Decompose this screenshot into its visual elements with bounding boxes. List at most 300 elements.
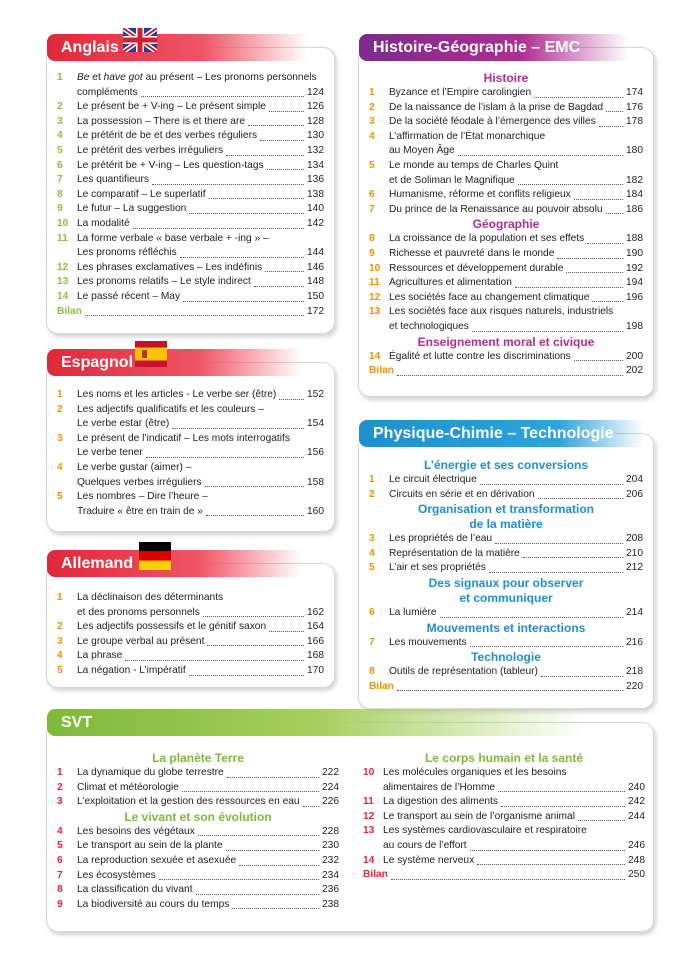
leader-dots xyxy=(391,879,625,880)
subsection-title: Organisation et transformation xyxy=(417,502,595,517)
chapter-number: 2 xyxy=(369,101,375,113)
page-number: 202 xyxy=(626,365,643,377)
toc-entry-line xyxy=(57,606,324,621)
leader-dots xyxy=(180,257,304,258)
page-number: 206 xyxy=(626,488,643,500)
toc-entry xyxy=(369,203,643,218)
toc-entry xyxy=(57,217,324,232)
toc-entry xyxy=(369,665,643,680)
toc-entry-line xyxy=(363,824,645,839)
leader-dots xyxy=(574,199,623,200)
section-allemand xyxy=(46,555,335,688)
leader-dots xyxy=(189,675,304,676)
chapter-title: Les pronoms relatifs – Le style indirect xyxy=(77,276,251,288)
leader-dots xyxy=(279,399,304,400)
toc-entry xyxy=(57,275,324,290)
bilan-entry xyxy=(363,868,645,883)
chapter-number: 7 xyxy=(369,203,375,215)
chapter-title: De la naissance de l’islam à la prise de Bagdad xyxy=(389,101,604,113)
page-number: 126 xyxy=(307,101,324,113)
toc-entry xyxy=(369,606,643,621)
chapter-title: Le présent de l’indicatif – Les mots interrogatifs xyxy=(77,432,290,444)
leader-dots xyxy=(518,184,623,185)
chapter-number: 8 xyxy=(369,666,375,678)
chapter-number: 7 xyxy=(57,174,63,186)
chapter-title-cont: Quelques verbes irréguliers xyxy=(77,476,202,488)
leader-dots xyxy=(227,777,319,778)
page-number: 214 xyxy=(626,606,643,618)
page-number: 184 xyxy=(626,189,643,201)
chapter-number: 11 xyxy=(369,277,380,289)
toc-entry-line xyxy=(57,432,324,447)
chapter-number: 10 xyxy=(369,262,381,274)
toc-entry-line xyxy=(57,505,324,520)
leader-dots xyxy=(566,272,623,273)
chapter-title-cont: compléments xyxy=(77,86,138,98)
page-number: 170 xyxy=(307,664,324,676)
chapter-number: 5 xyxy=(57,840,63,852)
toc-entry xyxy=(57,854,339,869)
chapter-title-part: au présent – Les pronoms personnels xyxy=(142,72,317,83)
section-svt xyxy=(46,714,654,932)
chapter-title-cont: Le verbe estar (être) xyxy=(77,418,170,430)
toc-entry xyxy=(369,473,643,488)
toc-entry xyxy=(57,115,324,130)
chapter-number: 5 xyxy=(57,664,63,676)
chapter-title: Le comparatif – Le superlatif xyxy=(77,188,206,200)
page-number: 172 xyxy=(307,305,324,317)
chapter-number: 12 xyxy=(57,261,69,273)
subsection-title: Le vivant et son évolution xyxy=(124,809,272,824)
toc-entry xyxy=(57,100,324,115)
chapter-title: Le monde au temps de Charles Quint xyxy=(389,159,559,171)
chapter-number: 2 xyxy=(57,101,63,113)
toc-entry-line xyxy=(57,71,324,86)
page-number: 132 xyxy=(307,144,324,156)
chapter-number: 4 xyxy=(57,825,63,837)
page-number: 140 xyxy=(307,203,324,215)
toc-entry xyxy=(57,883,339,898)
subsection-title: Enseignement moral et civique xyxy=(417,334,595,349)
page-number: 146 xyxy=(307,261,324,273)
chapter-number: 3 xyxy=(57,432,63,444)
leader-dots xyxy=(133,228,304,229)
page-number: 162 xyxy=(307,606,324,618)
leader-dots xyxy=(495,543,623,544)
chapter-title: Le transport au sein de l’organisme animal xyxy=(383,810,575,822)
page-number: 194 xyxy=(626,277,643,289)
chapter-title-cont: et des pronoms personnels xyxy=(77,606,200,618)
page-number: 182 xyxy=(626,174,643,186)
chapter-title: Les mouvements xyxy=(389,636,467,648)
toc-entry-line xyxy=(57,246,324,261)
leader-dots xyxy=(239,865,319,866)
chapter-title: La déclinaison des déterminants xyxy=(77,592,224,603)
section-title: SVT xyxy=(47,709,587,736)
leader-dots xyxy=(206,515,304,516)
chapter-title: Climat et météorologie xyxy=(77,781,179,793)
leader-dots xyxy=(578,820,625,821)
page-number: 158 xyxy=(307,476,324,488)
chapter-title: Outils de représentation (tableur) xyxy=(389,666,538,678)
chapter-title-cont: et de Soliman le Magnifique xyxy=(389,174,515,186)
bilan-entry xyxy=(57,305,324,320)
page-number: 232 xyxy=(322,854,339,866)
chapter-title: Le présent be + V-ing – Le présent simple xyxy=(77,101,266,113)
toc-entry xyxy=(57,795,339,810)
chapter-number: 2 xyxy=(57,781,63,793)
chapter-number: 1 xyxy=(57,592,63,603)
toc-entry xyxy=(369,532,643,547)
chapter-title: Les molécules organiques et les besoins xyxy=(383,767,567,778)
page-number: 230 xyxy=(322,840,339,852)
toc-entry xyxy=(57,290,324,305)
leader-dots xyxy=(534,97,623,98)
toc-entry xyxy=(57,388,324,403)
chapter-number: 13 xyxy=(363,825,375,837)
toc-entry xyxy=(57,202,324,217)
chapter-number: 8 xyxy=(57,884,63,896)
chapter-title-cont: Le verbe tener xyxy=(77,447,143,459)
chapter-title: La modalité xyxy=(77,217,130,229)
allemand-list xyxy=(57,591,324,679)
toc-entry xyxy=(369,262,643,277)
toc-entry xyxy=(369,350,643,365)
chapter-title: Le passé récent – May xyxy=(77,290,181,302)
page-number: 134 xyxy=(307,159,324,171)
toc-entry-line xyxy=(369,144,643,159)
section-physique xyxy=(358,425,654,709)
bilan-label: Bilan xyxy=(369,680,394,692)
toc-entry xyxy=(369,636,643,651)
page-number: 240 xyxy=(628,781,645,793)
page-number: 180 xyxy=(626,145,643,157)
toc-entry xyxy=(57,825,339,840)
chapter-title: La négation - L’impératif xyxy=(77,664,186,676)
section-anglais xyxy=(46,39,335,334)
chapter-number: 1 xyxy=(57,72,63,83)
page-number: 246 xyxy=(628,839,645,851)
page-number: 192 xyxy=(626,262,643,274)
bilan-label: Bilan xyxy=(363,869,388,881)
chapter-title: Le futur – La suggestion xyxy=(77,203,187,215)
toc-entry-line xyxy=(369,174,643,189)
page-number: 208 xyxy=(626,533,643,545)
leader-dots xyxy=(470,646,623,647)
chapter-number: 6 xyxy=(57,159,63,171)
chapter-number: 2 xyxy=(57,403,63,415)
toc-entry xyxy=(369,276,643,291)
chapter-title: Byzance et l’Empire carolingien xyxy=(389,87,532,98)
subsection-title: et communiquer xyxy=(459,590,553,605)
chapter-title-cont: et technologiques xyxy=(389,320,469,332)
chapter-number: 8 xyxy=(369,233,375,245)
toc-entry-line xyxy=(369,320,643,335)
chapter-title: Les sociétés face aux risques naturels, industriels xyxy=(389,306,614,318)
svt-left-column xyxy=(57,751,339,912)
leader-dots xyxy=(209,198,304,199)
leader-dots xyxy=(599,126,623,127)
leader-dots xyxy=(458,155,623,156)
leader-dots xyxy=(254,286,304,287)
page-number: 164 xyxy=(307,621,324,633)
page-number: 136 xyxy=(307,174,324,186)
physique-list xyxy=(369,458,643,694)
chapter-title: Les sociétés face au changement climatique xyxy=(389,291,590,303)
page-number: 220 xyxy=(626,680,643,692)
toc-entry xyxy=(369,86,643,101)
leader-dots xyxy=(501,806,625,807)
subsection-title: Géographie xyxy=(472,217,540,232)
toc-entry-line xyxy=(369,130,643,145)
toc-entry xyxy=(363,795,645,810)
chapter-number: 7 xyxy=(369,636,375,648)
chapter-title: Le verbe gustar (aimer) – xyxy=(77,461,192,473)
page-number: 224 xyxy=(322,781,339,793)
chapter-title: Les noms et les articles - Le verbe ser (être) xyxy=(77,389,277,400)
bilan-entry xyxy=(369,364,643,379)
chapter-title: Circuits en série et en dérivation xyxy=(389,488,535,500)
chapter-number: 6 xyxy=(57,854,63,866)
toc-entry xyxy=(369,115,643,130)
page-number: 234 xyxy=(322,869,339,881)
page-number: 168 xyxy=(307,650,324,662)
subsection-title: L’énergie et ses conversions xyxy=(423,458,589,472)
chapter-title: La forme verbale « base verbale + -ing » – xyxy=(77,232,269,244)
chapter-number: 9 xyxy=(369,247,375,259)
chapter-number: 10 xyxy=(363,767,375,778)
leader-dots xyxy=(592,301,623,302)
chapter-number: 11 xyxy=(57,232,68,244)
subsection-title: Histoire xyxy=(483,71,529,85)
toc-entry xyxy=(57,188,324,203)
page-number: 196 xyxy=(626,291,643,303)
toc-entry xyxy=(57,144,324,159)
chapter-title: La lumière xyxy=(389,606,437,618)
leader-dots xyxy=(489,572,623,573)
section-histoire xyxy=(358,39,654,397)
leader-dots xyxy=(587,243,623,244)
page-number: 166 xyxy=(307,635,324,647)
toc-entry xyxy=(369,247,643,262)
chapter-title: Égalité et lutte contre les discriminations xyxy=(389,350,571,362)
toc-entry-line xyxy=(57,446,324,461)
chapter-title: Le prétérit be + V-ing – Les question-tags xyxy=(77,159,264,171)
page-number: 124 xyxy=(307,86,324,98)
toc-entry xyxy=(57,173,324,188)
subsection-title: Mouvements et interactions xyxy=(426,620,586,635)
leader-dots xyxy=(523,557,623,558)
leader-dots xyxy=(574,360,623,361)
chapter-title: Les adjectifs possessifs et le génitif saxon xyxy=(77,621,267,633)
chapter-title: De la société féodale à l’émergence des villes xyxy=(389,116,596,128)
page-number: 226 xyxy=(322,796,339,808)
section-title: Anglais xyxy=(47,34,307,61)
page-number: 152 xyxy=(307,389,324,400)
leader-dots xyxy=(303,806,319,807)
leader-dots xyxy=(265,271,304,272)
chapter-number: 5 xyxy=(369,159,375,171)
leader-dots xyxy=(557,258,623,259)
chapter-title-cont: Traduire « être en train de » xyxy=(77,505,203,517)
chapter-title: L’exploitation et la gestion des ressources en eau xyxy=(77,796,300,808)
leader-dots xyxy=(146,457,304,458)
chapter-title: Le circuit électrique xyxy=(389,474,477,485)
toc-entry-line xyxy=(57,86,324,101)
leader-dots xyxy=(472,331,623,332)
chapter-number: 3 xyxy=(57,635,63,647)
chapter-title: Ressources et développement durable xyxy=(389,262,564,274)
chapter-title-part: Be xyxy=(77,72,90,83)
leader-dots xyxy=(125,660,304,661)
chapter-number: 3 xyxy=(369,116,375,128)
page-number: 190 xyxy=(626,247,643,259)
page-number: 212 xyxy=(626,562,643,574)
uk-flag-icon xyxy=(123,28,157,52)
chapter-title: La digestion des aliments xyxy=(383,796,498,808)
chapter-title-cont: au cours de l’effort xyxy=(383,839,467,851)
leader-dots xyxy=(198,835,319,836)
chapter-number: 5 xyxy=(57,491,63,503)
chapter-number: 4 xyxy=(57,650,63,662)
page-number: 150 xyxy=(307,290,324,302)
page-number: 128 xyxy=(307,115,324,127)
toc-entry-line xyxy=(57,461,324,476)
chapter-number: 8 xyxy=(57,188,63,200)
leader-dots xyxy=(183,301,304,302)
section-espagnol xyxy=(46,354,335,532)
leader-dots xyxy=(480,484,623,485)
chapter-title: Le prétérit de be et des verbes réguliers xyxy=(77,130,258,142)
chapter-title: La dynamique du globe terrestre xyxy=(77,767,224,778)
toc-entry xyxy=(57,664,324,679)
page-number: 148 xyxy=(307,276,324,288)
page-number: 228 xyxy=(322,825,339,837)
chapter-title: Les phrases exclamatives – Les indéfinis xyxy=(77,261,263,273)
leader-dots xyxy=(248,125,304,126)
toc-entry-line xyxy=(363,781,645,796)
toc-entry xyxy=(363,810,645,825)
leader-dots xyxy=(152,184,304,185)
page-number: 178 xyxy=(626,116,643,128)
page-number: 200 xyxy=(626,350,643,362)
leader-dots xyxy=(440,617,623,618)
chapter-title: Les besoins des végétaux xyxy=(77,825,195,837)
page-number: 238 xyxy=(322,898,339,910)
toc-entry xyxy=(57,766,339,781)
leader-dots xyxy=(232,908,319,909)
chapter-title: L’affirmation de l’État monarchique xyxy=(389,130,546,142)
leader-dots xyxy=(203,616,304,617)
bilan-label: Bilan xyxy=(369,365,394,377)
leader-dots xyxy=(541,676,623,677)
chapter-title: La reproduction sexuée et asexuée xyxy=(77,854,237,866)
chapter-title: La croissance de la population et ses effets xyxy=(389,233,585,245)
subsection-title: Des signaux pour observer xyxy=(428,575,584,590)
chapter-title: Le système nerveux xyxy=(383,854,475,866)
chapter-number: 13 xyxy=(57,276,69,288)
leader-dots xyxy=(269,631,304,632)
toc-entry xyxy=(363,854,645,869)
leader-dots xyxy=(498,791,625,792)
toc-entry-line xyxy=(57,490,324,505)
anglais-list xyxy=(57,71,324,319)
toc-entry-line xyxy=(369,305,643,320)
chapter-number: 2 xyxy=(57,621,63,633)
leader-dots xyxy=(606,111,623,112)
toc-entry xyxy=(57,129,324,144)
leader-dots xyxy=(477,864,625,865)
toc-entry-line xyxy=(57,232,324,247)
chapter-number: 5 xyxy=(57,144,63,156)
chapter-title: Les écosystèmes xyxy=(77,869,156,881)
leader-dots xyxy=(606,213,623,214)
subsection-title: La planète Terre xyxy=(152,751,244,765)
toc-entry xyxy=(57,635,324,650)
chapter-title: La possession – There is et there are xyxy=(77,115,246,127)
chapter-title: Richesse et pauvreté dans le monde xyxy=(389,247,555,259)
espagnol-list xyxy=(57,388,324,519)
subsection-title: Technologie xyxy=(471,650,541,665)
chapter-title: Les adjectifs qualificatifs et les couleurs – xyxy=(77,403,264,415)
toc-entry xyxy=(57,620,324,635)
bilan-entry xyxy=(369,680,643,695)
toc-entry xyxy=(369,232,643,247)
page-number: 138 xyxy=(307,188,324,200)
subsection-title: Le corps humain et la santé xyxy=(424,751,584,765)
leader-dots xyxy=(85,315,304,316)
toc-entry-line xyxy=(363,839,645,854)
toc-entry xyxy=(57,649,324,664)
leader-dots xyxy=(205,486,304,487)
leader-dots xyxy=(141,96,304,97)
toc-entry xyxy=(57,159,324,174)
leader-dots xyxy=(159,879,319,880)
chapter-number: 13 xyxy=(369,306,381,318)
toc-entry-line xyxy=(57,591,324,606)
chapter-number: 4 xyxy=(369,547,375,559)
germany-flag-icon xyxy=(139,542,171,570)
histoire-list xyxy=(369,71,643,379)
chapter-title: Du prince de la Renaissance au pouvoir absolu xyxy=(389,203,603,215)
page-number: 210 xyxy=(626,547,643,559)
page-number: 244 xyxy=(628,810,645,822)
toc-entry xyxy=(369,488,643,503)
spain-flag-icon xyxy=(135,341,167,367)
page-number: 188 xyxy=(626,233,643,245)
toc-entry xyxy=(57,898,339,913)
chapter-title: Le prétérit des verbes irréguliers xyxy=(77,144,224,156)
chapter-number: 12 xyxy=(363,810,375,822)
leader-dots xyxy=(172,428,304,429)
chapter-number: 9 xyxy=(57,898,63,910)
toc-entry-line xyxy=(57,417,324,432)
chapter-number: 1 xyxy=(57,767,63,778)
chapter-title: Les nombres – Dire l’heure – xyxy=(77,491,208,503)
chapter-title xyxy=(77,71,317,86)
leader-dots xyxy=(226,155,304,156)
page-number: 236 xyxy=(322,884,339,896)
chapter-number: 2 xyxy=(369,488,375,500)
page-number: 250 xyxy=(628,869,645,881)
chapter-number: 9 xyxy=(57,203,63,215)
page-number: 198 xyxy=(626,320,643,332)
chapter-number: 14 xyxy=(369,350,381,362)
chapter-title: La biodiversité au cours du temps xyxy=(77,898,230,910)
chapter-number: 4 xyxy=(369,130,375,142)
page-number: 160 xyxy=(307,505,324,517)
page-number: 242 xyxy=(628,796,645,808)
